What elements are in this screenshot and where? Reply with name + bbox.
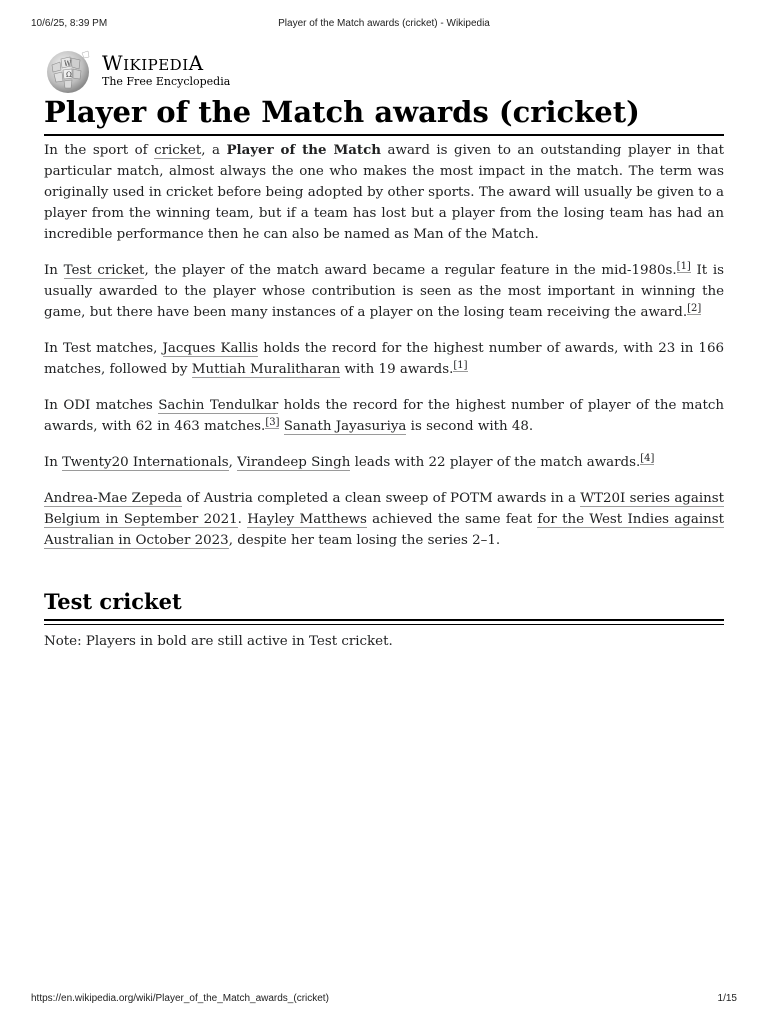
text-run: leads with 22 player of the match awards.: [350, 455, 641, 470]
text-run: It is usually awarded to the player whose contribution is seen as the most important in winning the game, but there have been many instances of a player on the losing team receiving the award.: [44, 263, 725, 320]
link-andrea-mae-zepeda[interactable]: Andrea-Mae Zepeda: [44, 491, 182, 506]
link-test-cricket[interactable]: Test cricket: [63, 263, 145, 278]
text-run: In the sport of: [44, 143, 155, 158]
text-run: holds the record for the highest number of player of the match awards, with 62 in 463 matches.: [44, 398, 724, 434]
text-run: In: [44, 263, 64, 278]
link-hayley-matthews[interactable]: Hayley Matthews: [247, 512, 367, 527]
wordmark-middle: IKIPEDI: [123, 56, 189, 74]
section-note: Note: Players in bold are still active in Test cricket.: [44, 634, 393, 649]
print-header: [0, 18, 768, 32]
link-sachin-tendulkar[interactable]: Sachin Tendulkar: [158, 398, 279, 413]
print-page-title: Player of the Match awards (cricket) - Wikipedia: [278, 18, 490, 29]
section-test-cricket: [44, 587, 724, 652]
link-jacques-kallis[interactable]: Jacques Kallis: [162, 341, 259, 356]
svg-text:Ω: Ω: [66, 71, 72, 79]
wikipedia-globe-icon: [44, 47, 94, 95]
svg-text:W: W: [64, 60, 72, 68]
wordmark-last-letter: A: [188, 51, 204, 75]
article-body: [44, 140, 724, 566]
wordmark-first-letter: W: [102, 51, 124, 75]
text-run: , the player of the match award became a regular feature in the mid-1980s.: [144, 263, 677, 278]
reference-1[interactable]: [1]: [676, 260, 691, 272]
text-run: is second with 48.: [406, 419, 534, 434]
print-page-count: 1/15: [717, 993, 737, 1004]
section-divider: [44, 624, 724, 625]
link-wt20i-series-belgium[interactable]: WT20I series against Belgium in September 2021: [44, 491, 725, 527]
paragraph-t20i-records: [44, 452, 724, 473]
print-footer: [0, 993, 768, 1007]
text-run: , a: [201, 143, 227, 158]
wikipedia-wordmark: [102, 51, 204, 75]
reference-2[interactable]: [2]: [687, 302, 702, 314]
text-run: ,: [228, 455, 238, 470]
text-run: achieved the same feat: [366, 512, 538, 527]
paragraph-test-records: [44, 338, 724, 380]
text-run: holds the record for the highest number of awards, with 23 in 166 matches, followed by: [44, 341, 724, 377]
link-series-west-indies-australia[interactable]: for the West Indies against Australian in October 2023: [44, 512, 725, 548]
link-sanath-jayasuriya[interactable]: Sanath Jayasuriya: [283, 419, 407, 434]
page-title: Player of the Match awards (cricket): [44, 92, 724, 136]
print-url: https://en.wikipedia.org/wiki/Player_of_the_Match_awards_(cricket): [31, 993, 329, 1004]
link-cricket[interactable]: cricket: [154, 143, 202, 158]
bold-term: Player of the Match: [226, 142, 382, 158]
text-run: In: [44, 455, 63, 470]
paragraph-intro: [44, 140, 724, 245]
paragraph-odi-records: [44, 395, 724, 437]
reference-1[interactable]: [1]: [453, 359, 468, 371]
text-run: , despite her team losing the series 2–1.: [228, 533, 501, 548]
text-run: with 19 awards.: [340, 362, 454, 377]
wikipedia-logo[interactable]: [44, 47, 244, 95]
text-run: award is given to an outstanding player in that particular match, almost always the one who makes the most impact in the match. The term was originally used in cricket before being adopted by other sports. The award will usually be given to a player from the winning team, but if a team has lost but a player from the losing team has had an incredible performance then he can also be named as Man of the Match.: [44, 143, 724, 242]
text-run: .: [237, 512, 248, 527]
text-run: In ODI matches: [44, 398, 159, 413]
reference-3[interactable]: [3]: [265, 416, 280, 428]
section-heading: Test cricket: [44, 587, 724, 621]
paragraph-history: [44, 260, 724, 323]
reference-4[interactable]: [4]: [640, 452, 655, 464]
paragraph-clean-sweeps: [44, 488, 724, 551]
wikipedia-tagline: The Free Encyclopedia: [102, 75, 231, 88]
link-muttiah-muralitharan[interactable]: Muttiah Muralitharan: [191, 362, 341, 377]
link-virandeep-singh[interactable]: Virandeep Singh: [237, 455, 351, 470]
link-twenty20-internationals[interactable]: Twenty20 Internationals: [62, 455, 229, 470]
text-run: In Test matches,: [44, 341, 163, 356]
text-run: of Austria completed a clean sweep of POTM awards in a: [181, 491, 581, 506]
print-datetime: 10/6/25, 8:39 PM: [31, 18, 108, 29]
